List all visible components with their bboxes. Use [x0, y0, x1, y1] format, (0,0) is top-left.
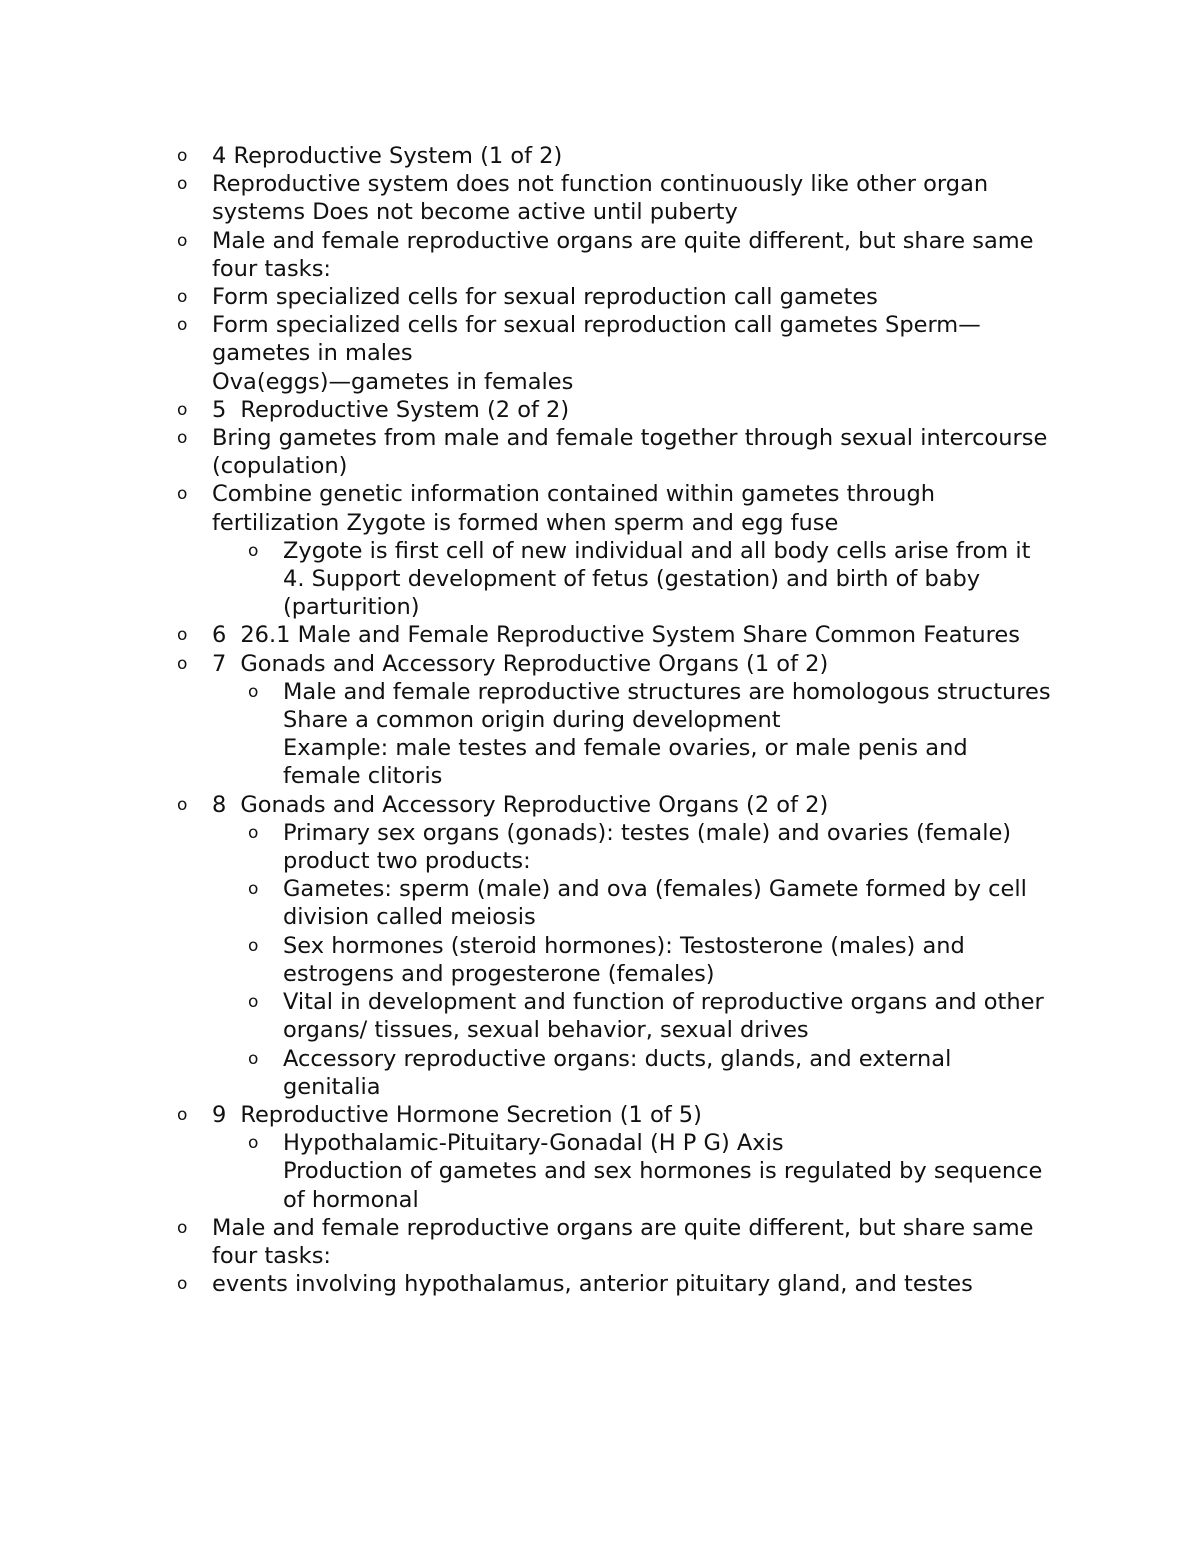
slide-number: 9: [212, 1101, 227, 1128]
list-item-text: [212, 283, 1052, 311]
slide-number: 6: [212, 622, 227, 649]
line-text: Sex hormones (steroid hormones): Testosterone (males) and estrogens and progesterone (females): [283, 932, 965, 987]
list-item: [172, 396, 1052, 424]
slide-number: 8: [212, 791, 227, 818]
line-text: Gonads and Accessory Reproductive Organs (1 of 2): [240, 650, 829, 677]
list-item-text: [212, 396, 1052, 424]
line-text: Hypothalamic-Pituitary-Gonadal (H P G) Axis: [283, 1130, 784, 1157]
line-text: Bring gametes from male and female together through sexual intercourse (copulation): [212, 425, 1048, 480]
list-item-text: [283, 819, 1052, 875]
line-text: 4 Reproductive System (1 of 2): [212, 143, 563, 169]
list-item-text: [212, 227, 1052, 283]
bullet-icon: o: [177, 315, 188, 336]
sub-list-item: [172, 537, 1052, 622]
bullet-icon: o: [248, 540, 259, 561]
bullet-icon: o: [177, 174, 188, 195]
sub-list-item: [172, 932, 1052, 988]
list-item: [172, 227, 1052, 283]
list-item-text: [283, 734, 1052, 790]
line-text: Reproductive Hormone Secretion (1 of 5): [240, 1101, 702, 1128]
bullet-icon: o: [177, 287, 188, 308]
sub-list-item: [172, 875, 1052, 931]
bullet-icon: o: [177, 428, 188, 449]
sub-list-item: [172, 988, 1052, 1044]
list-item: [172, 621, 1052, 649]
list-item-text: [212, 791, 1052, 819]
list-item-text: [283, 932, 1052, 988]
line-text: Accessory reproductive organs: ducts, glands, and external genitalia: [283, 1045, 952, 1100]
bullet-list: [172, 142, 1052, 1298]
list-item: [172, 170, 1052, 226]
list-item-text: [283, 678, 1052, 706]
bullet-icon: o: [177, 1274, 188, 1295]
line-text: events involving hypothalamus, anterior pituitary gland, and testes: [212, 1271, 973, 1298]
list-item: [172, 283, 1052, 311]
line-text: Gametes: sperm (male) and ova (females) Gamete formed by cell division called meiosis: [283, 876, 1027, 931]
bullet-icon: o: [177, 1217, 188, 1238]
line-text: Combine genetic information contained within gametes through fertilization Zygote is formed when sperm and egg fuse: [212, 481, 935, 536]
line-text: Example: male testes and female ovaries, or male penis and female clitoris: [283, 735, 968, 790]
line-text: Ova(eggs)—gametes in females: [212, 368, 574, 395]
list-item-text: [283, 988, 1052, 1044]
bullet-icon: o: [177, 399, 188, 420]
sub-list-item: [172, 678, 1052, 791]
list-item: [172, 424, 1052, 480]
list-item-text: [212, 170, 1052, 226]
list-item-text: [212, 368, 1052, 396]
list-item: [172, 791, 1052, 819]
list-item-text: [283, 1129, 1052, 1157]
line-text: Male and female reproductive organs are quite different, but share same four tasks:: [212, 1214, 1034, 1269]
list-item-text: [283, 706, 1052, 734]
bullet-icon: o: [177, 794, 188, 815]
bullet-icon: o: [177, 146, 188, 166]
list-item-text: [212, 1270, 1052, 1298]
line-text: Gonads and Accessory Reproductive Organs (2 of 2): [240, 791, 829, 818]
slide-number: 5: [212, 396, 227, 423]
line-text: Reproductive system does not function continuously like other organ systems Does not become active until puberty: [212, 171, 989, 226]
bullet-icon: o: [248, 992, 259, 1013]
list-item-text: [212, 1214, 1052, 1270]
bullet-icon: o: [248, 681, 259, 702]
list-item-text: [283, 1157, 1052, 1213]
list-item-text: [283, 565, 1052, 621]
slide-number: 7: [212, 650, 227, 677]
line-text: Vital in development and function of reproductive organs and other organs/ tissues, sexual behavior, sexual drives: [283, 989, 1044, 1044]
bullet-icon: o: [248, 935, 259, 956]
list-item-text: [283, 875, 1052, 931]
line-text: Male and female reproductive organs are quite different, but share same four tasks:: [212, 227, 1034, 282]
bullet-icon: o: [248, 822, 259, 843]
list-item: [172, 1101, 1052, 1129]
sub-list-item: [172, 819, 1052, 875]
list-item-text: [283, 1045, 1052, 1101]
list-item: [172, 311, 1052, 396]
line-text: 26.1 Male and Female Reproductive System Share Common Features: [240, 622, 1020, 649]
list-item: [172, 650, 1052, 678]
sub-list-item: [172, 1045, 1052, 1101]
list-item-text: [212, 480, 1052, 536]
list-item-text: [283, 537, 1052, 565]
line-text: Production of gametes and sex hormones is regulated by sequence of hormonal: [283, 1158, 1043, 1213]
line-text: Form specialized cells for sexual reproduction call gametes: [212, 284, 878, 311]
bullet-icon: o: [248, 879, 259, 900]
line-text: Zygote is first cell of new individual and all body cells arise from it: [283, 537, 1031, 564]
list-item-text: [212, 142, 1052, 170]
list-item-text: [212, 424, 1052, 480]
line-text: Reproductive System (2 of 2): [240, 396, 570, 423]
list-item: [172, 1214, 1052, 1270]
line-text: 4. Support development of fetus (gestation) and birth of baby (parturition): [283, 566, 981, 621]
line-text: Primary sex organs (gonads): testes (male) and ovaries (female) product two products:: [283, 819, 1012, 875]
list-item: [172, 142, 1052, 170]
sub-list-item: [172, 1129, 1052, 1214]
list-item-text: [212, 650, 1052, 678]
line-text: Form specialized cells for sexual reproduction call gametes Sperm—gametes in males: [212, 312, 981, 367]
bullet-icon: o: [177, 484, 188, 505]
list-item-text: [212, 311, 1052, 367]
list-item-text: [212, 1101, 1052, 1129]
bullet-icon: o: [248, 1048, 259, 1069]
line-text: Male and female reproductive structures are homologous structures: [283, 678, 1051, 705]
line-text: Share a common origin during development: [283, 707, 781, 734]
bullet-icon: o: [177, 653, 188, 674]
bullet-icon: o: [177, 1104, 188, 1125]
bullet-icon: o: [177, 625, 188, 646]
bullet-icon: o: [248, 1133, 259, 1154]
list-item: [172, 480, 1052, 536]
list-item: [172, 1270, 1052, 1298]
list-item-text: [212, 621, 1052, 649]
bullet-icon: o: [177, 230, 188, 251]
